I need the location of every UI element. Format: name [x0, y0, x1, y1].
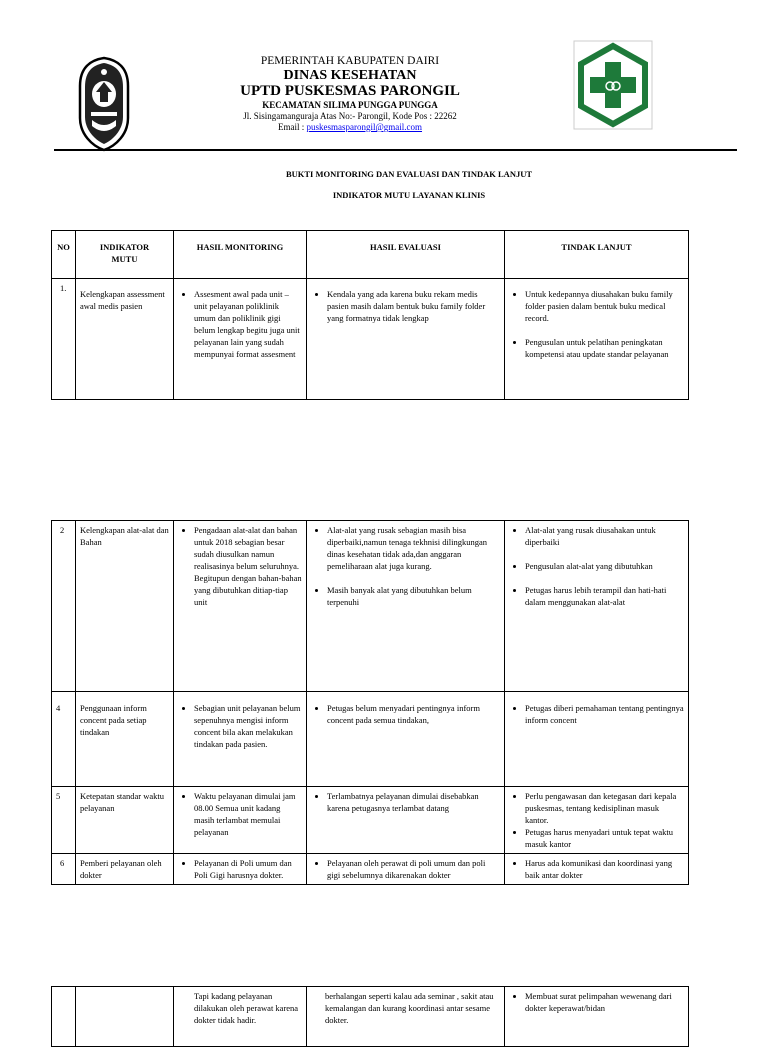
col-tindak: TINDAK LANJUT: [505, 231, 689, 279]
row-number: 6: [60, 858, 65, 868]
row-evaluasi: • Petugas belum menyadari pentingnya inform concent pada semua tindakan,: [311, 702, 500, 726]
indicator-table-2: [51, 520, 689, 885]
table-row: [52, 279, 689, 400]
government-name: PEMERINTAH KABUPATEN DAIRI: [260, 55, 440, 67]
indicator-table-3: [51, 986, 689, 1047]
col-indikator: INDIKATOR MUTU: [76, 231, 174, 279]
row-indikator: Penggunaan inform concent pada setiap tindakan: [80, 703, 147, 737]
row-indikator: Kelengkapan assessment awal medis pasien: [80, 289, 165, 311]
row-indikator: Pemberi pelayanan oleh dokter: [80, 858, 162, 880]
row-indikator: Ketepatan standar waktu pelayanan: [80, 791, 165, 813]
table-header-row: [52, 231, 689, 279]
row-tindak: • Alat-alat yang rusak diusahakan untuk diperbaiki • Pengusulan alat-alat yang dibutuhkan • Petugas harus lebih terampil dan hati-hati dalam menggunakan alat-alat: [509, 524, 684, 608]
table-row: [52, 987, 689, 1047]
puskesmas-name: UPTD PUSKESMAS PARONGIL: [240, 83, 460, 99]
row-number: 1.: [60, 283, 67, 293]
row-tindak: • Harus ada komunikasi dan koordinasi yang baik antar dokter: [509, 857, 684, 881]
row-number: 2: [60, 525, 65, 535]
row-evaluasi-continued: berhalangan seperti kalau ada seminar , sakit atau kemalangan dan kurang koordinasi antar sesame dokter.: [325, 991, 494, 1025]
district-name: KECAMATAN SILIMA PUNGGA PUNGGA: [262, 100, 438, 110]
row-monitoring: • Waktu pelayanan dimulai jam 08.00 Semua unit kadang masih terlambat memulai pelayanan: [178, 790, 302, 838]
letterhead: [130, 55, 570, 133]
indicator-table-1: [51, 230, 689, 400]
table-row: [52, 854, 689, 885]
row-tindak: • Untuk kedepannya diusahakan buku family folder pasien dalam bentuk buku medical record. • Pengusulan untuk pelatihan peningkatan kompetensi atau update standar pelayanan: [509, 288, 684, 360]
dairi-regency-emblem: [78, 56, 130, 152]
table-row: [52, 787, 689, 854]
row-monitoring: • Pelayanan di Poli umum dan Poli Gigi harusnya dokter.: [178, 857, 302, 881]
row-number: 5: [56, 791, 61, 801]
address: Jl. Sisingamanguraja Atas No:- Parongil, Kode Pos : 22262: [243, 111, 457, 121]
row-monitoring: • Sebagian unit pelayanan belum sepenuhnya mengisi inform concent bila akan melakukan tindakan pada pasien.: [178, 702, 302, 750]
table-row: [52, 521, 689, 692]
table-row: [52, 692, 689, 787]
puskesmas-logo: [573, 40, 653, 130]
email-label: Email :: [277, 122, 305, 132]
col-no: NO: [52, 231, 76, 279]
row-evaluasi: • Pelayanan oleh perawat di poli umum dan poli gigi sebelumnya dikarenakan dokter: [311, 857, 500, 881]
row-evaluasi: • Kendala yang ada karena buku rekam medis pasien masih dalam bentuk buku family folder yang formatnya tidak lengkap: [311, 288, 500, 324]
header-divider: [54, 149, 737, 151]
row-monitoring: • Assesment awal pada unit –unit pelayanan poliklinik umum dan poliklinik gigi belum lengkap begitu juga unit pelayanan lain yang sudah mempunyai format assesment: [178, 288, 302, 360]
email-line: [130, 121, 570, 133]
row-number: 4: [56, 703, 61, 713]
row-tindak: • Membuat surat pelimpahan wewenang dari dokter keperawat/bidan: [509, 990, 684, 1014]
row-tindak: • Perlu pengawasan dan ketegasan dari kepala puskesmas, tentang kedisiplinan masuk kantor. • Petugas harus menyadari untuk tepat waktu masuk kantor: [509, 790, 684, 850]
department-name: DINAS KESEHATAN: [283, 68, 417, 83]
col-evaluasi: HASIL EVALUASI: [307, 231, 505, 279]
row-evaluasi: • Terlambatnya pelayanan dimulai disebabkan karena petugasnya terlambat datang: [311, 790, 500, 814]
row-indikator: Kelengkapan alat-alat dan Bahan: [80, 525, 169, 547]
document-title: BUKTI MONITORING DAN EVALUASI DAN TINDAK LANJUT: [285, 169, 533, 179]
email-link[interactable]: puskesmasparongil@gmail.com: [306, 122, 423, 132]
row-evaluasi: • Alat-alat yang rusak sebagian masih bisa diperbaiki,namun tenaga tekhnisi dilingkungan dinas kesehatan tidak ada,dan anggaran pemeliharaan alat juga kurang. • Masih banyak alat yang dibutuhkan belum terpenuhi: [311, 524, 500, 608]
document-subtitle: INDIKATOR MUTU LAYANAN KLINIS: [332, 190, 486, 200]
col-monitoring: HASIL MONITORING: [174, 231, 307, 279]
row-tindak: • Petugas diberi pemahaman tentang pentingnya inform concent: [509, 702, 684, 726]
row-monitoring-continued: Tapi kadang pelayanan dilakukan oleh perawat karena dokter tidak hadir.: [194, 991, 299, 1025]
row-monitoring: • Pengadaan alat-alat dan bahan untuk 2018 sebagian besar sudah diusulkan namun realisasinya belum seluruhnya. Begitupun dengan bahan-bahan yang dibutuhkan ditiap-tiap unit: [178, 524, 302, 608]
